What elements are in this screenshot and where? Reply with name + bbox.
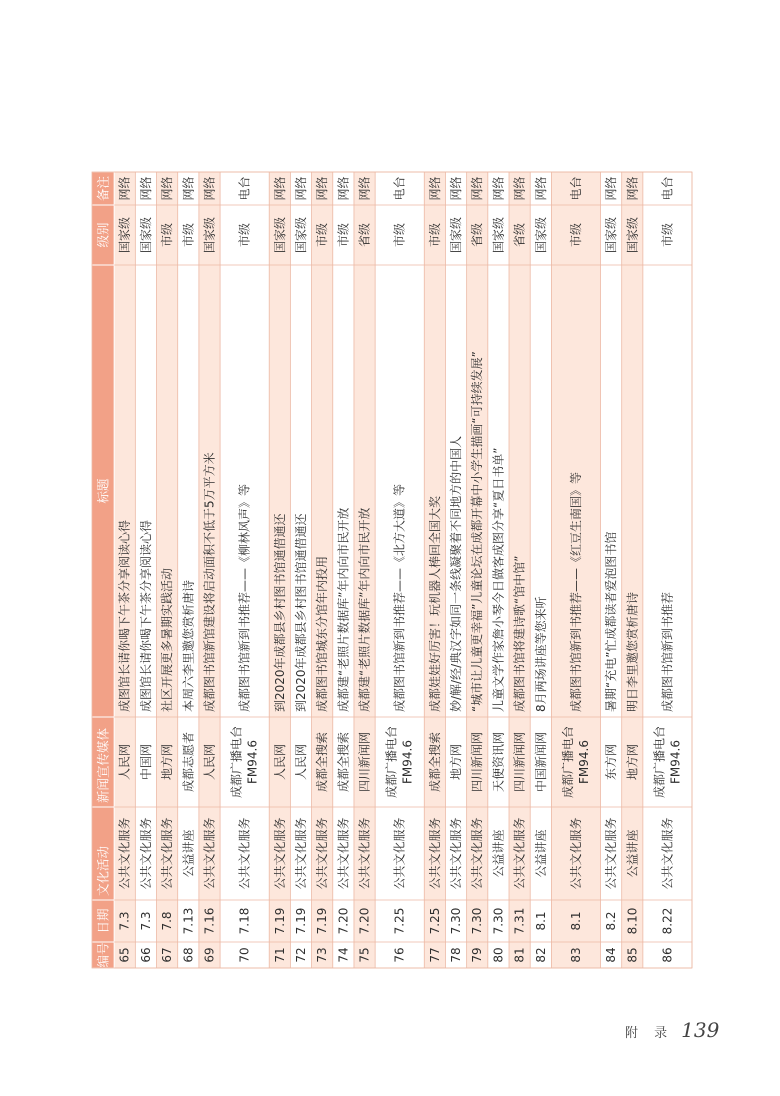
cell-level: 国家级 — [604, 216, 619, 254]
cell-media: 中国新闻网 — [533, 731, 548, 793]
cell-note: 网络 — [272, 176, 287, 201]
cell-media: 人民网 — [117, 743, 132, 781]
cell-activity: 公共文化服务 — [660, 817, 675, 890]
cell-title: 到2020年成都县乡村图书馆通借通还 — [293, 513, 308, 712]
cell-activity: 公共文化服务 — [117, 817, 132, 890]
cell-no: 69 — [202, 947, 217, 963]
cell-activity: 公共文化服务 — [604, 817, 619, 890]
cell-level: 市级 — [336, 222, 351, 248]
cell-level: 省级 — [512, 222, 527, 248]
cell-no: 85 — [625, 947, 640, 963]
cell-title: 成都娃娃好厉害！玩机器人棒回全国大奖 — [427, 495, 442, 712]
cell-media: 地方网 — [449, 743, 464, 781]
cell-media: 四川新闻网 — [512, 731, 527, 793]
cell-no: 74 — [336, 947, 351, 963]
cell-date: 8.1 — [568, 911, 583, 931]
column-header-no: 编号 — [95, 942, 111, 968]
cell-media: 人民网 — [272, 743, 287, 781]
cell-title: 暑期“充电”忙成都读者爱泡图书馆 — [604, 531, 619, 712]
cell-media-line: FM94.6 — [400, 740, 415, 784]
cell-date: 7.13 — [181, 907, 196, 935]
cell-media-line: 成都广播电台 — [560, 725, 575, 799]
cell-date: 8.10 — [625, 907, 640, 935]
cell-activity: 公共文化服务 — [138, 817, 153, 890]
cell-level: 市级 — [181, 222, 196, 248]
cell-no: 83 — [568, 947, 583, 963]
cell-media: 地方网 — [160, 743, 175, 781]
cell-activity: 公共文化服务 — [392, 817, 407, 890]
cell-media-line: 成都广播电台 — [652, 725, 667, 799]
cell-title: 成都建“老照片数据库”年内向市民开放 — [357, 507, 372, 712]
cell-title: 儿童文学作家詹小琴今日做客成图分享“夏日书单” — [491, 447, 506, 712]
cell-activity: 公共文化服务 — [470, 817, 485, 890]
cell-note: 网络 — [138, 176, 153, 201]
cell-title: 成都建“老照片数据库”年内向市民开放 — [336, 507, 351, 712]
cell-no: 82 — [533, 947, 548, 963]
cell-media: 人民网 — [293, 743, 308, 781]
cell-date: 7.18 — [237, 907, 252, 935]
cell-level: 市级 — [660, 222, 675, 248]
cell-date: 7.31 — [512, 907, 527, 935]
cell-title: 成都图书馆新到书推荐——《柳林风声》等 — [237, 483, 252, 712]
cell-title: “城市让儿童更幸福”儿童论坛在成都开幕中小学生描画“可持续发展” — [470, 351, 485, 712]
cell-note: 网络 — [625, 176, 640, 201]
cell-no: 70 — [237, 947, 252, 963]
cell-media-line: FM94.6 — [576, 740, 591, 784]
cell-no: 67 — [160, 947, 175, 963]
cell-media: 四川新闻网 — [357, 731, 372, 793]
cell-title: 社区开展更多暑期实践活动 — [160, 567, 175, 712]
cell-no: 73 — [315, 947, 330, 963]
cell-activity: 公益讲座 — [533, 829, 548, 878]
cell-date: 8.22 — [660, 907, 675, 935]
cell-level: 市级 — [392, 222, 407, 248]
cell-media: 人民网 — [202, 743, 217, 781]
cell-no: 66 — [138, 947, 153, 963]
cell-activity: 公益讲座 — [491, 829, 506, 878]
cell-media-line: FM94.6 — [245, 740, 260, 784]
cell-note: 电台 — [392, 176, 407, 201]
column-header-activity: 文化活动 — [95, 845, 111, 896]
cell-note: 网络 — [449, 176, 464, 201]
cell-note: 网络 — [533, 176, 548, 201]
cell-no: 68 — [181, 947, 196, 963]
cell-no: 65 — [117, 947, 132, 963]
cell-title: 8月两场讲座等您来听 — [533, 596, 548, 712]
cell-media: 天便资讯网 — [491, 731, 506, 793]
cell-level: 国家级 — [533, 216, 548, 254]
cell-note: 网络 — [202, 176, 217, 201]
cell-media-line: FM94.6 — [668, 740, 683, 784]
cell-activity: 公共文化服务 — [449, 817, 464, 890]
cell-media-line: 成都广播电台 — [384, 725, 399, 799]
cell-activity: 公共文化服务 — [512, 817, 527, 890]
cell-title: 成图馆长请你喝下午茶分享阅读心得 — [138, 519, 153, 712]
page-footer — [625, 1018, 719, 1042]
cell-media-line: 成都广播电台 — [229, 725, 244, 799]
cell-title: 成都图书馆新到书推荐 — [660, 591, 675, 712]
cell-media: 成都全搜索 — [315, 731, 330, 793]
cell-date: 7.25 — [392, 907, 407, 935]
cell-note: 电台 — [568, 176, 583, 201]
cell-activity: 公共文化服务 — [202, 817, 217, 890]
cell-date: 7.20 — [336, 907, 351, 935]
cell-note: 网络 — [117, 176, 132, 201]
cell-title: 成都图书馆新馆建设将启动面积不低于5万平方米 — [202, 452, 217, 712]
cell-title: 成都图书馆城东分馆年内投用 — [315, 555, 330, 712]
cell-level: 国家级 — [491, 216, 506, 254]
cell-activity: 公共文化服务 — [237, 817, 252, 890]
cell-title: 本周六李里邀您赏析唐诗 — [181, 579, 196, 712]
cell-level: 国家级 — [202, 216, 217, 254]
cell-note: 电台 — [660, 176, 675, 201]
cell-title: 妙/解/经/典汉字如同一条线凝聚着不同地方的中国人 — [449, 435, 464, 712]
cell-level: 国家级 — [625, 216, 640, 254]
cell-title: 到2020年成都县乡村图书馆通借通还 — [272, 513, 287, 712]
cell-no: 75 — [357, 947, 372, 963]
cell-activity: 公益讲座 — [181, 829, 196, 878]
cell-activity: 公共文化服务 — [293, 817, 308, 890]
column-header-title: 标题 — [95, 478, 111, 504]
cell-media: 东方网 — [604, 743, 619, 781]
cell-media: 四川新闻网 — [470, 731, 485, 793]
cell-title: 成图馆长请你喝下午茶分享阅读心得 — [117, 519, 132, 712]
cell-media: 成都志愿者 — [181, 731, 196, 793]
cell-no: 79 — [470, 947, 485, 963]
cell-title: 明日李里邀您赏析唐诗 — [625, 591, 640, 712]
cell-note: 网络 — [491, 176, 506, 201]
cell-note: 电台 — [237, 176, 252, 201]
cell-no: 81 — [512, 947, 527, 963]
cell-date: 7.30 — [491, 907, 506, 935]
cell-activity: 公共文化服务 — [272, 817, 287, 890]
cell-date: 7.19 — [293, 907, 308, 935]
cell-no: 76 — [392, 947, 407, 963]
cell-level: 国家级 — [449, 216, 464, 254]
cell-note: 网络 — [160, 176, 175, 201]
cell-no: 77 — [427, 947, 442, 963]
cell-no: 80 — [491, 947, 506, 963]
cell-level: 国家级 — [272, 216, 287, 254]
cell-activity: 公益讲座 — [625, 829, 640, 878]
cell-title: 成都图书馆将建诗歌“馆中馆” — [512, 555, 527, 712]
cell-date: 8.1 — [533, 911, 548, 931]
cell-date: 7.8 — [160, 911, 175, 931]
cell-date: 7.3 — [138, 911, 153, 931]
cell-activity: 公共文化服务 — [315, 817, 330, 890]
cell-level: 市级 — [237, 222, 252, 248]
cell-date: 7.16 — [202, 907, 217, 935]
cell-date: 7.19 — [315, 907, 330, 935]
cell-date: 7.30 — [449, 907, 464, 935]
cell-note: 网络 — [604, 176, 619, 201]
cell-level: 省级 — [470, 222, 485, 248]
cell-date: 7.3 — [117, 911, 132, 931]
footer-section-label: 附 录 — [625, 1026, 674, 1041]
cell-level: 省级 — [357, 222, 372, 248]
cell-note: 网络 — [336, 176, 351, 201]
cell-no: 71 — [272, 947, 287, 963]
cell-media: 成都全搜索 — [427, 731, 442, 793]
cell-level: 国家级 — [117, 216, 132, 254]
cell-date: 8.2 — [604, 911, 619, 931]
column-header-level: 级别 — [95, 222, 111, 248]
cell-no: 72 — [293, 947, 308, 963]
cell-media: 成都全搜索 — [336, 731, 351, 793]
column-header-note: 备注 — [95, 175, 111, 202]
cell-note: 网络 — [357, 176, 372, 201]
cell-level: 国家级 — [293, 216, 308, 254]
cell-note: 网络 — [470, 176, 485, 201]
cell-media: 地方网 — [625, 743, 640, 781]
cell-date: 7.20 — [357, 907, 372, 935]
column-header-date: 日期 — [95, 908, 111, 934]
cell-activity: 公共文化服务 — [357, 817, 372, 890]
cell-media: 中国网 — [138, 743, 153, 781]
cell-date: 7.30 — [470, 907, 485, 935]
cell-no: 86 — [660, 947, 675, 963]
cell-title: 成都图书馆新到书推荐——《红豆生南国》等 — [568, 471, 583, 712]
cell-no: 84 — [604, 947, 619, 963]
cell-activity: 公共文化服务 — [160, 817, 175, 890]
cell-note: 网络 — [293, 176, 308, 201]
cell-no: 78 — [449, 947, 464, 963]
cell-level: 国家级 — [138, 216, 153, 254]
cell-note: 网络 — [512, 176, 527, 201]
cell-level: 市级 — [315, 222, 330, 248]
cell-activity: 公共文化服务 — [568, 817, 583, 890]
cell-level: 市级 — [427, 222, 442, 248]
column-header-media: 新闻宣传媒体 — [95, 727, 111, 803]
cell-note: 网络 — [315, 176, 330, 201]
cell-note: 网络 — [427, 176, 442, 201]
cell-date: 7.19 — [272, 907, 287, 935]
page-number: 139 — [681, 1018, 720, 1042]
cell-level: 市级 — [568, 222, 583, 248]
cell-note: 网络 — [181, 176, 196, 201]
cell-level: 市级 — [160, 222, 175, 248]
cell-activity: 公共文化服务 — [427, 817, 442, 890]
cell-date: 7.25 — [427, 907, 442, 935]
cell-activity: 公共文化服务 — [336, 817, 351, 890]
cell-title: 成都图书馆新到书推荐——《北方大道》等 — [392, 483, 407, 712]
